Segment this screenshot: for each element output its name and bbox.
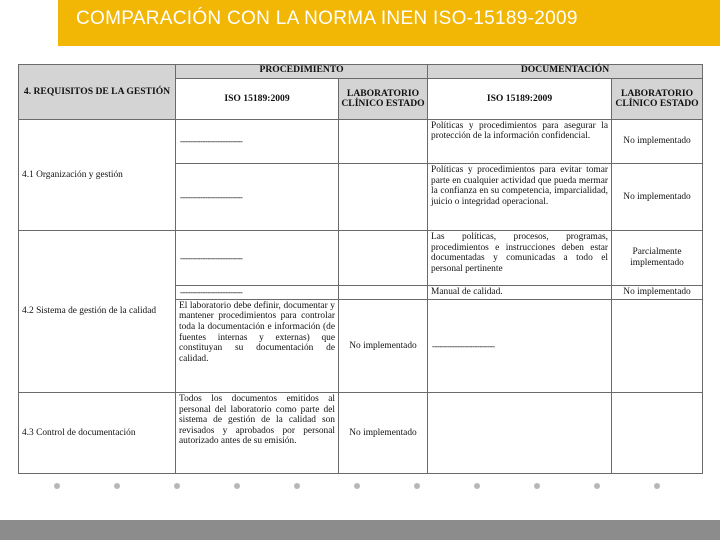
decorative-dot: [174, 483, 180, 489]
decorative-dot: [234, 483, 240, 489]
header-iso-documentation: ISO 15189:2009: [428, 79, 612, 119]
header-documentation: DOCUMENTACIÓN: [428, 65, 703, 79]
footer-bar: [0, 520, 720, 540]
procedure-dash: -------------------------: [176, 231, 339, 286]
decorative-dot-row: [54, 483, 674, 493]
procedure-dash: -------------------------: [176, 164, 339, 231]
procedure-text: El laboratorio debe definir, documentar y mantener procedimientos para controlar toda la documentación e información (de fuentes internas y externas) que constituyan su documentación de calidad.: [176, 299, 339, 392]
documentation-text: Las políticas, procesos, programas, procedimientos e instrucciones deben estar documentadas y comunicadas a todo el personal pertinente: [428, 231, 612, 286]
slide-title: COMPARACIÓN CON LA NORMA INEN ISO-15189-2009: [58, 0, 720, 46]
documentation-status: Parcialmente implementado: [612, 231, 703, 286]
decorative-dot: [354, 483, 360, 489]
documentation-status: No implementado: [612, 164, 703, 231]
decorative-dot: [54, 483, 60, 489]
header-lab-status-documentation: LABORATORIO CLÍNICO ESTADO: [612, 79, 703, 119]
procedure-status-empty: [339, 119, 428, 164]
header-requirements: 4. REQUISITOS DE LA GESTIÓN: [19, 65, 176, 120]
requirement-4-2: 4.2 Sistema de gestión de la calidad: [19, 231, 176, 393]
header-lab-status-procedure: LABORATORIO CLÍNICO ESTADO: [339, 79, 428, 119]
documentation-text: Políticas y procedimientos para asegurar la protección de la información confidencial.: [428, 119, 612, 164]
comparison-table-container: [18, 64, 702, 474]
decorative-dot: [594, 483, 600, 489]
decorative-dot: [414, 483, 420, 489]
procedure-status-empty: [339, 164, 428, 231]
decorative-dot: [474, 483, 480, 489]
documentation-dash: -------------------------: [428, 299, 612, 392]
documentation-status-empty: [612, 299, 703, 392]
decorative-dot: [654, 483, 660, 489]
procedure-dash: -------------------------: [176, 285, 339, 299]
header-iso-procedure: ISO 15189:2009: [176, 79, 339, 119]
decorative-dot: [534, 483, 540, 489]
header-procedure: PROCEDIMIENTO: [176, 65, 428, 79]
decorative-dot: [114, 483, 120, 489]
procedure-dash: -------------------------: [176, 119, 339, 164]
documentation-text: Manual de calidad.: [428, 285, 612, 299]
requirement-4-1: 4.1 Organización y gestión: [19, 119, 176, 230]
procedure-status-empty: [339, 285, 428, 299]
documentation-status: No implementado: [612, 119, 703, 164]
requirement-4-3: 4.3 Control de documentación: [19, 392, 176, 473]
decorative-dot: [294, 483, 300, 489]
documentation-text: Políticas y procedimientos para evitar tomar parte en cualquier actividad que pueda mermar la confianza en su competencia, imparcialidad, juicio o integridad operacional.: [428, 164, 612, 231]
comparison-table: [18, 64, 703, 474]
documentation-status-empty: [612, 392, 703, 473]
procedure-status: No implementado: [339, 299, 428, 392]
documentation-empty: [428, 392, 612, 473]
procedure-text: Todos los documentos emitidos al personal del laboratorio como parte del sistema de gestión de la calidad son revisados y aprobados por personal autorizado antes de su emisión.: [176, 392, 339, 473]
procedure-status: No implementado: [339, 392, 428, 473]
documentation-status: No implementado: [612, 285, 703, 299]
procedure-status-empty: [339, 231, 428, 286]
